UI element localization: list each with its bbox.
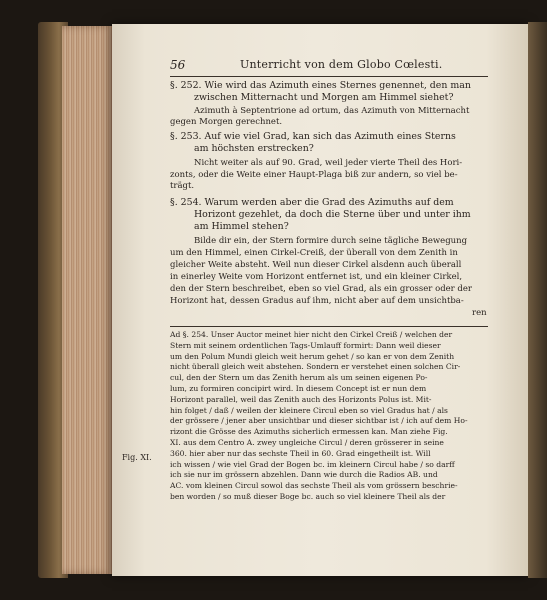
q253-line-1: §. 253. Auf wie viel Grad, kan sich das Azimuth eines Sterns — [170, 131, 456, 142]
margin-note-fig: Fig. XI. — [122, 453, 152, 462]
a254-line-3: gleicher Weite absteht. Weil nun dieser Cirkel alsdenn auch überall — [170, 260, 462, 270]
catchword: ren — [472, 308, 487, 318]
page-edges — [62, 26, 116, 574]
a254-line-2: um den Himmel, einen Cirkel-Creiß, der überall von dem Zenith in — [170, 248, 458, 258]
q252-line-1: §. 252. Wie wird das Azimuth eines Sternes genennet, den man — [170, 80, 471, 91]
footnote-line: Horizont parallel, weil das Zenith auch des Horizonts Polus ist. Mit- — [170, 394, 432, 404]
footnote-line: 360. hier aber nur das sechste Theil in 60. Grad eingetheilt ist. Will — [170, 448, 431, 458]
footnote-line: Stern mit seinem ordentlichen Tags-Umlauff formirt: Dann weil dieser — [170, 340, 441, 350]
footnote-rule — [170, 326, 488, 327]
header-rule — [170, 76, 488, 77]
running-title: Unterricht von dem Globo Cœlesti. — [240, 58, 443, 71]
footnote-line: rizont die Grösse des Azimuths sicherlich ermessen kan. Man ziehe Fig. — [170, 427, 448, 437]
footnote-line: XI. aus dem Centro A. zwey ungleiche Circul / deren grösserer in seine — [170, 437, 444, 447]
a254-line-4: in einerley Weite vom Horizont entfernet ist, und ein kleiner Cirkel, — [170, 272, 463, 282]
q254-line-2: Horizont gezehlet, da doch die Sterne über und unter ihm — [194, 209, 471, 220]
a253-line-3: trägt. — [170, 181, 195, 191]
footnote-line: AC. vom kleinen Circul sowol das sechste Theil als vom grössern beschrie- — [170, 481, 458, 491]
footnote-line: ich wissen / wie viel Grad der Bogen bc. im kleinern Circul habe / so darff — [170, 459, 455, 469]
q254-line-3: am Himmel stehen? — [194, 221, 289, 232]
a254-line-5: den der Stern beschreibet, eben so viel Grad, als ein grosser oder der — [170, 284, 472, 294]
footnote-line: ich sie nur im grössern abzehlen. Dann wie durch die Radios AB. und — [170, 470, 438, 480]
page-number: 56 — [170, 58, 186, 72]
a254-line-6: Horizont hat, dessen Gradus auf ihm, nicht aber auf dem unsichtba- — [170, 296, 464, 306]
footnote-line: cul, den der Stern um das Zenith herum als um seinen eigenen Po- — [170, 373, 428, 383]
footnote-line: um den Polum Mundi gleich weit herum gehet / so kan er von dem Zenith — [170, 351, 455, 361]
q252-line-2: zwischen Mitternacht und Morgen am Himmel siehet? — [194, 92, 454, 103]
q254-line-1: §. 254. Warum werden aber die Grad des Azimuths auf dem — [170, 197, 454, 208]
a253-line-1: Nicht weiter als auf 90. Grad, weil jeder vierte Theil des Hori- — [194, 158, 463, 168]
footnote-line: lum, zu formiren concipirt wird. In diesem Concept ist er nun dem — [170, 383, 427, 393]
q253-line-2: am höchsten erstrecken? — [194, 143, 314, 154]
footnote-line: hin folget / daß / weilen der kleinere Circul eben so viel Gradus hat / als — [170, 405, 448, 415]
a252-line-2: gegen Morgen gerechnet. — [170, 117, 283, 127]
a253-line-2: zonts, oder die Weite einer Haupt-Plaga biß zur andern, so viel be- — [170, 170, 458, 180]
a252-line-1: Azimuth à Septentrione ad ortum, das Azimuth von Mitternacht — [194, 106, 470, 116]
footnote-line: ben worden / so muß dieser Boge bc. auch so viel kleinere Theil als der — [170, 491, 446, 501]
a254-line-1: Bilde dir ein, der Stern formire durch seine tägliche Bewegung — [194, 236, 468, 246]
footnote-line: Ad §. 254. Unser Auctor meinet hier nicht den Cirkel Creiß / welchen der — [170, 330, 453, 339]
footnote-line: nicht überall gleich weit abstehen. Sondern er verstehet einen solchen Cir- — [170, 362, 461, 372]
footnote-line: der grössere / jener aber unsichtbar und dieser sichtbar ist / ich auf dem Ho- — [170, 416, 468, 426]
footnote — [170, 330, 468, 503]
right-page-edge — [528, 22, 547, 578]
